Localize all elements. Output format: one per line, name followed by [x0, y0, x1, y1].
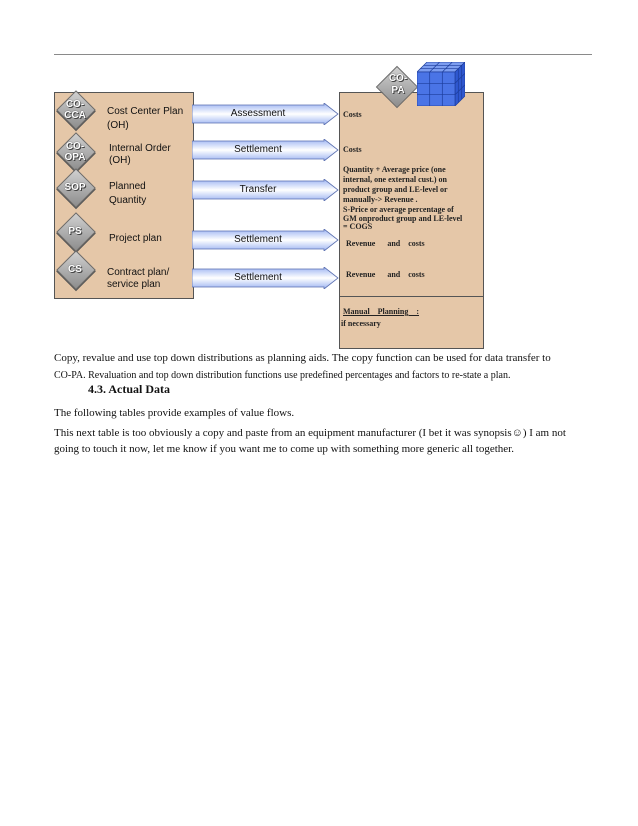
arrow-label: Settlement — [234, 144, 282, 155]
ps-label-1: Project plan — [109, 233, 162, 244]
cs-label-2: service plan — [107, 279, 161, 290]
arrow-label: Transfer — [239, 184, 277, 195]
opa-code: CO- OPA — [64, 141, 86, 163]
target-costs-2: Costs — [343, 145, 362, 154]
paragraph-note-line-1: This next table is too obviously a copy and paste from an equipment manufacturer (I bet it was synopsis☺) I am not — [54, 427, 566, 439]
paragraph-note-line-2: going to touch it now, let me know if you want me to come up with something more generic all together. — [54, 443, 514, 455]
arrow-settlement-1 — [192, 139, 339, 161]
ps-code: PS — [68, 226, 82, 237]
arrow-label: Settlement — [234, 234, 282, 245]
pricing-line: GM onproduct group and LE-level — [343, 214, 463, 223]
data-cube-icon — [417, 62, 465, 106]
cs-code: CS — [68, 264, 82, 275]
pricing-line: S-Price or average percentage of — [343, 205, 454, 214]
sop-code: SOP — [64, 182, 86, 193]
paragraph-value-flows: The following tables provide examples of value flows. — [54, 407, 295, 419]
if-necessary-label: if necessary — [341, 319, 381, 328]
cca-code: CO- CCA — [64, 99, 86, 121]
paragraph-copy-line-1: Copy, revalue and use top down distributions as planning aids. The copy function can be used for data transfer to — [54, 352, 551, 364]
pricing-line: manually-> Revenue . — [343, 195, 418, 204]
pricing-line: = COGS — [343, 222, 373, 231]
arrow-assessment — [192, 103, 339, 125]
cca-label-2: (OH) — [107, 120, 129, 131]
paragraph-copy-line-2: CO-PA. Revaluation and top down distribution functions use predefined percentages and factors to re-state a plan. — [54, 370, 511, 381]
arrow-transfer — [192, 179, 339, 201]
section-heading: 4.3. Actual Data — [88, 382, 170, 396]
cs-label-1: Contract plan/ — [107, 267, 170, 278]
target-costs-1: Costs — [343, 110, 362, 119]
pricing-line: product group and LE-level or — [343, 185, 448, 194]
sop-label-1: Planned — [109, 181, 146, 192]
opa-label-2: (OH) — [109, 155, 131, 166]
copa-divider — [339, 296, 483, 297]
arrow-label: Assessment — [230, 108, 286, 119]
target-revenue-costs-2: Revenue and costs — [346, 270, 425, 279]
target-revenue-costs-1: Revenue and costs — [346, 239, 425, 248]
copa-code: CO- PA — [388, 73, 408, 96]
sop-label-2: Quantity — [109, 195, 147, 206]
cca-label-1: Cost Center Plan — [107, 106, 184, 117]
arrow-settlement-3 — [192, 267, 339, 289]
arrow-label: Settlement — [234, 272, 282, 283]
opa-label-1: Internal Order — [109, 143, 171, 154]
arrow-settlement-2 — [192, 229, 339, 251]
manual-planning-label: Manual Planning : — [343, 307, 420, 316]
pricing-line: Quantity + Average price (one — [343, 165, 446, 174]
pricing-line: internal, one external cust.) on — [343, 175, 447, 184]
top-rule — [54, 54, 592, 55]
